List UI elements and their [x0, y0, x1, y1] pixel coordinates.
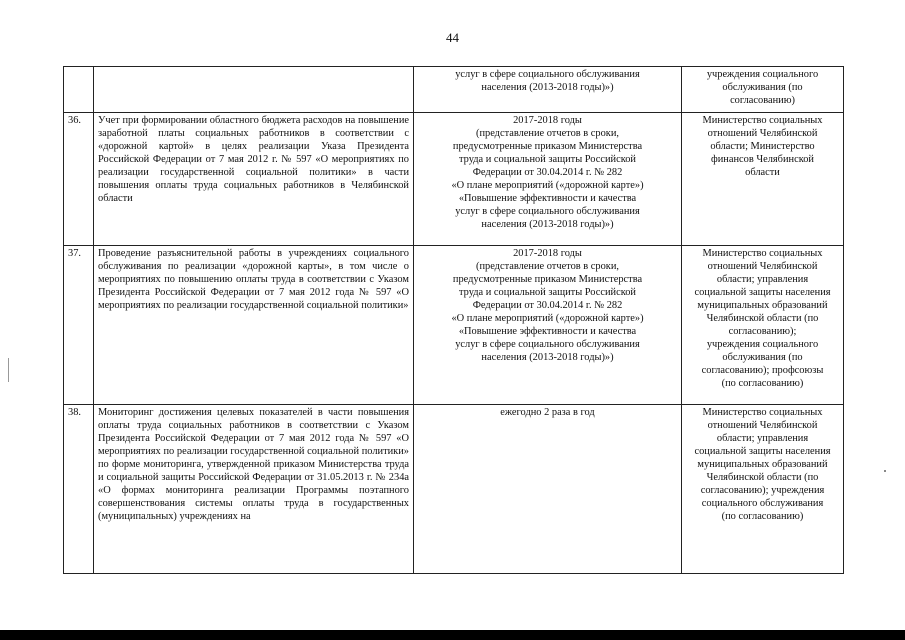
- row-description: Учет при формировании областного бюджета расходов на повышение заработной платы социальных работников в соответствии с «дорожной картой» в целях реализации Указа Президента Российской Федерации от 7 мая 2012 г. № 597 «О мероприятиях по реализации государственной социальной политики» в части повышения оплаты труда социальных работников в Челябинской области: [94, 113, 414, 246]
- row-term: [414, 405, 682, 574]
- row-executors: [682, 246, 844, 405]
- cell-line: согласованию): [730, 95, 795, 106]
- cell-line: отношений Челябинской: [707, 261, 818, 272]
- cell-line: 2017-2018 годы: [513, 115, 582, 126]
- cell-line: обслуживания (по: [722, 352, 803, 363]
- cell-line: предусмотренные приказом Министерства: [452, 274, 643, 285]
- page-number: 44: [446, 30, 459, 45]
- cell-line: услуг в сфере социального обслуживания: [455, 339, 640, 350]
- row-description: Мониторинг достижения целевых показателей в части повышения оплаты труда социальных работников в соответствии с Указом Президента Российской Федерации от 7 мая 2012 года № 597 «О мероприятиях по реализации государственной социальной политики» по форме мониторинга, утвержденной приказом Министерства труда и социальной защиты Российской Федерации от 31.05.2013 г. № 234а «О формах мониторинга реализации Программы поэтапного совершенствования системы оплаты труда в государственных (муниципальных) учреждениях на: [94, 405, 414, 574]
- cell-line: муниципальных образований: [697, 300, 828, 311]
- cell-line: обслуживания (по: [722, 82, 803, 93]
- cell-line: населения (2013-2018 годы)»): [481, 82, 614, 93]
- measures-table: [63, 66, 844, 574]
- table-row: [64, 113, 844, 246]
- cell-line: (представление отчетов в сроки,: [475, 128, 620, 139]
- cell-line: области: [745, 167, 780, 178]
- row-description: [94, 67, 414, 113]
- cell-line: Челябинской области (по: [706, 472, 819, 483]
- cell-line: социальной защиты населения: [694, 446, 831, 457]
- table-row-continuation: [64, 67, 844, 113]
- cell-line: населения (2013-2018 годы)»): [481, 352, 614, 363]
- row-number: 38.: [64, 405, 94, 574]
- cell-line: (по согласованию): [721, 378, 804, 389]
- row-number: [64, 67, 94, 113]
- row-executors: [682, 67, 844, 113]
- cell-line: Федерации от 30.04.2014 г. № 282: [472, 167, 623, 178]
- cell-line: Министерство социальных: [702, 248, 823, 259]
- cell-line: области; управления: [716, 274, 809, 285]
- cell-line: учреждения социального: [706, 339, 819, 350]
- cell-line: «Повышение эффективности и качества: [458, 326, 637, 337]
- row-executors: [682, 113, 844, 246]
- cell-line: труда и социальной защиты Российской: [459, 287, 636, 298]
- cell-line: «О плане мероприятий («дорожной карте»): [451, 313, 644, 324]
- cell-line: «Повышение эффективности и качества: [458, 193, 637, 204]
- row-number: 37.: [64, 246, 94, 405]
- cell-line: Федерации от 30.04.2014 г. № 282: [472, 300, 623, 311]
- scan-dot: [884, 470, 886, 472]
- cell-line: услуг в сфере социального обслуживания: [455, 69, 640, 80]
- cell-line: отношений Челябинской: [707, 128, 818, 139]
- cell-line: Челябинской области (по: [706, 313, 819, 324]
- row-description: Проведение разъяснительной работы в учреждениях социального обслуживания по реализации «дорожной карты», в том числе о мероприятиях по повышению оплаты труда в соответствии с Указом Президента Российской Федерации от 7 мая 2012 года № 597 «О мероприятиях по реализации государственной социальной политики»: [94, 246, 414, 405]
- cell-line: труда и социальной защиты Российской: [459, 154, 636, 165]
- row-term: [414, 113, 682, 246]
- cell-line: финансов Челябинской: [711, 154, 814, 165]
- cell-line: учреждения социального: [706, 69, 819, 80]
- cell-line: согласованию);: [728, 326, 797, 337]
- cell-line: ежегодно 2 раза в год: [500, 407, 595, 418]
- cell-line: «О плане мероприятий («дорожной карте»): [451, 180, 644, 191]
- row-executors: [682, 405, 844, 574]
- scan-bottom-edge: [0, 630, 905, 640]
- cell-line: согласованию); профсоюзы: [701, 365, 824, 376]
- row-term: [414, 67, 682, 113]
- cell-line: социальной защиты населения: [694, 287, 831, 298]
- cell-line: Министерство социальных: [702, 407, 823, 418]
- cell-line: социального обслуживания: [701, 498, 824, 509]
- cell-line: предусмотренные приказом Министерства: [452, 141, 643, 152]
- cell-line: области; Министерство: [710, 141, 815, 152]
- table-row: [64, 246, 844, 405]
- cell-line: муниципальных образований: [697, 459, 828, 470]
- row-term: [414, 246, 682, 405]
- table-row: [64, 405, 844, 574]
- cell-line: согласованию); учреждения: [700, 485, 825, 496]
- cell-line: услуг в сфере социального обслуживания: [455, 206, 640, 217]
- cell-line: (по согласованию): [721, 511, 804, 522]
- row-number: 36.: [64, 113, 94, 246]
- cell-line: Министерство социальных: [702, 115, 823, 126]
- cell-line: 2017-2018 годы: [513, 248, 582, 259]
- cell-line: населения (2013-2018 годы)»): [481, 219, 614, 230]
- cell-line: (представление отчетов в сроки,: [475, 261, 620, 272]
- scan-mark: [8, 358, 9, 382]
- cell-line: отношений Челябинской: [707, 420, 818, 431]
- cell-line: области; управления: [716, 433, 809, 444]
